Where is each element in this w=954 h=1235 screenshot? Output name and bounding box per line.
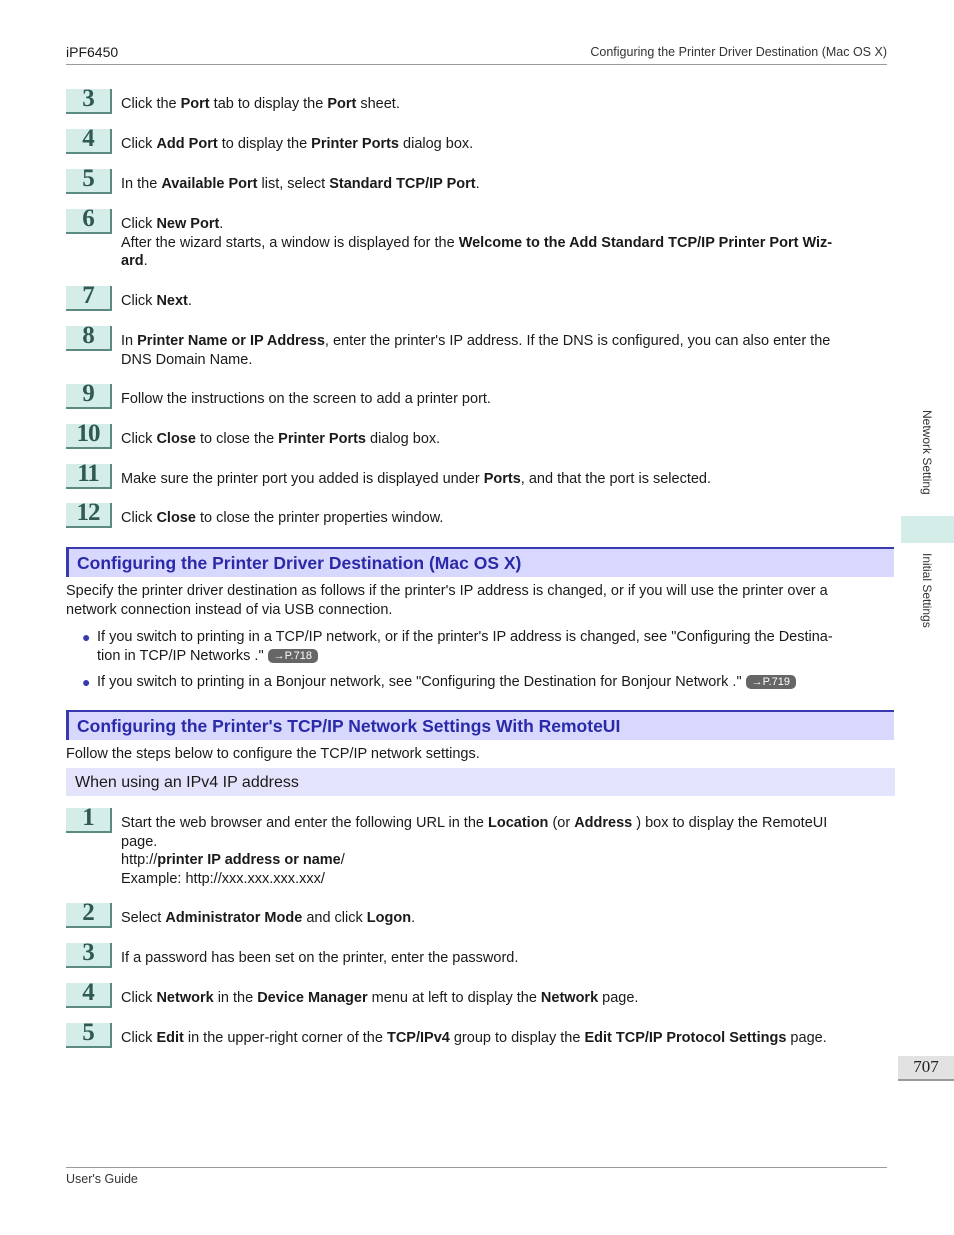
step-item [66, 85, 887, 114]
bullet-dot-icon: ● [82, 674, 91, 690]
step-item [66, 322, 887, 369]
step-item [66, 1019, 887, 1048]
step-item [66, 979, 887, 1008]
step-text: Follow the instructions on the screen to add a printer port. [121, 391, 491, 407]
bullet-text: If you switch to printing in a Bonjour network, see "Configuring the Destination for Bonjour Network ." [97, 674, 746, 690]
side-tab-network-setting[interactable]: Network Setting [920, 410, 934, 495]
step-item [66, 380, 887, 409]
step-text: Start the web browser and enter the following URL in the Location (or Address ) box to display the RemoteUI page. http://printer IP address or name/ Example: http://xxx.xxx.xxx.xxx/ [121, 815, 828, 887]
step-text: Click Close to close the printer properties window. [121, 510, 444, 526]
step-number: 6 [66, 209, 112, 234]
step-number: 3 [66, 89, 112, 114]
footer-rule [66, 1167, 887, 1168]
step-text: Click New Port. After the wizard starts, a window is displayed for the Welcome to the Add Standard TCP/IP Printer Port Wiz- ard. [121, 216, 833, 269]
step-text: Click Edit in the upper-right corner of the TCP/IPv4 group to display the Edit TCP/IP Protocol Settings page. [121, 1030, 827, 1046]
step-item [66, 939, 887, 968]
step-item [66, 282, 887, 311]
page-ref-link[interactable]: →P.719 [746, 675, 796, 689]
header-chapter: Configuring the Printer Driver Destination (Mac OS X) [590, 45, 887, 59]
section-intro-mac: Specify the printer driver destination as follows if the printer's IP address is changed, or if you will use the printer over a network connection instead of via USB connection. [66, 583, 828, 618]
section-heading-remoteui: Configuring the Printer's TCP/IP Network Settings With RemoteUI [66, 710, 894, 740]
step-number: 11 [66, 464, 112, 489]
step-text: If a password has been set on the printer, enter the password. [121, 950, 519, 966]
step-text: Make sure the printer port you added is displayed under Ports, and that the port is selected. [121, 471, 712, 487]
bullet-item-bonjour [82, 673, 887, 692]
side-tab-marker [901, 516, 954, 543]
step-text: Click Network in the Device Manager menu at left to display the Network page. [121, 990, 639, 1006]
step-number: 5 [66, 169, 112, 194]
section-intro-remoteui: Follow the steps below to configure the TCP/IP network settings. [66, 746, 480, 762]
footer-guide: User's Guide [66, 1172, 138, 1186]
step-text: Select Administrator Mode and click Logon. [121, 910, 416, 926]
step-item [66, 899, 887, 928]
step-number: 7 [66, 286, 112, 311]
header-model: iPF6450 [66, 44, 119, 60]
step-number: 12 [66, 503, 112, 528]
step-number: 4 [66, 983, 112, 1008]
step-item [66, 125, 887, 154]
step-number: 3 [66, 943, 112, 968]
step-number: 8 [66, 326, 112, 351]
subheading-ipv4: When using an IPv4 IP address [66, 768, 895, 796]
step-item [66, 460, 887, 489]
step-number: 2 [66, 903, 112, 928]
bullet-text: If you switch to printing in a TCP/IP network, or if the printer's IP address is changed, see "Configuring the Destina- tion in TCP/IP Networks ." [97, 629, 833, 664]
step-item [66, 499, 887, 528]
side-tab-initial-settings[interactable]: Initial Settings [920, 553, 934, 628]
step-text: In Printer Name or IP Address, enter the printer's IP address. If the DNS is configured, you can also enter the DNS Domain Name. [121, 333, 831, 368]
bullet-item-tcpip [82, 628, 887, 666]
step-number: 10 [66, 424, 112, 449]
step-item [66, 205, 887, 271]
step-text: Click Next. [121, 293, 192, 309]
step-text: Click Add Port to display the Printer Ports dialog box. [121, 136, 474, 152]
step-item [66, 804, 887, 888]
step-text: Click the Port tab to display the Port sheet. [121, 96, 400, 112]
page-number: 707 [898, 1056, 954, 1081]
bullet-dot-icon: ● [82, 629, 91, 645]
step-number: 4 [66, 129, 112, 154]
step-number: 5 [66, 1023, 112, 1048]
step-number: 9 [66, 384, 112, 409]
step-number: 1 [66, 808, 112, 833]
section-heading-mac-destination: Configuring the Printer Driver Destination (Mac OS X) [66, 547, 894, 577]
step-text: Click Close to close the Printer Ports dialog box. [121, 431, 441, 447]
page-ref-link[interactable]: →P.718 [268, 649, 318, 663]
step-item [66, 420, 887, 449]
step-item [66, 165, 887, 194]
step-text: In the Available Port list, select Standard TCP/IP Port. [121, 176, 480, 192]
header-rule [66, 64, 887, 65]
